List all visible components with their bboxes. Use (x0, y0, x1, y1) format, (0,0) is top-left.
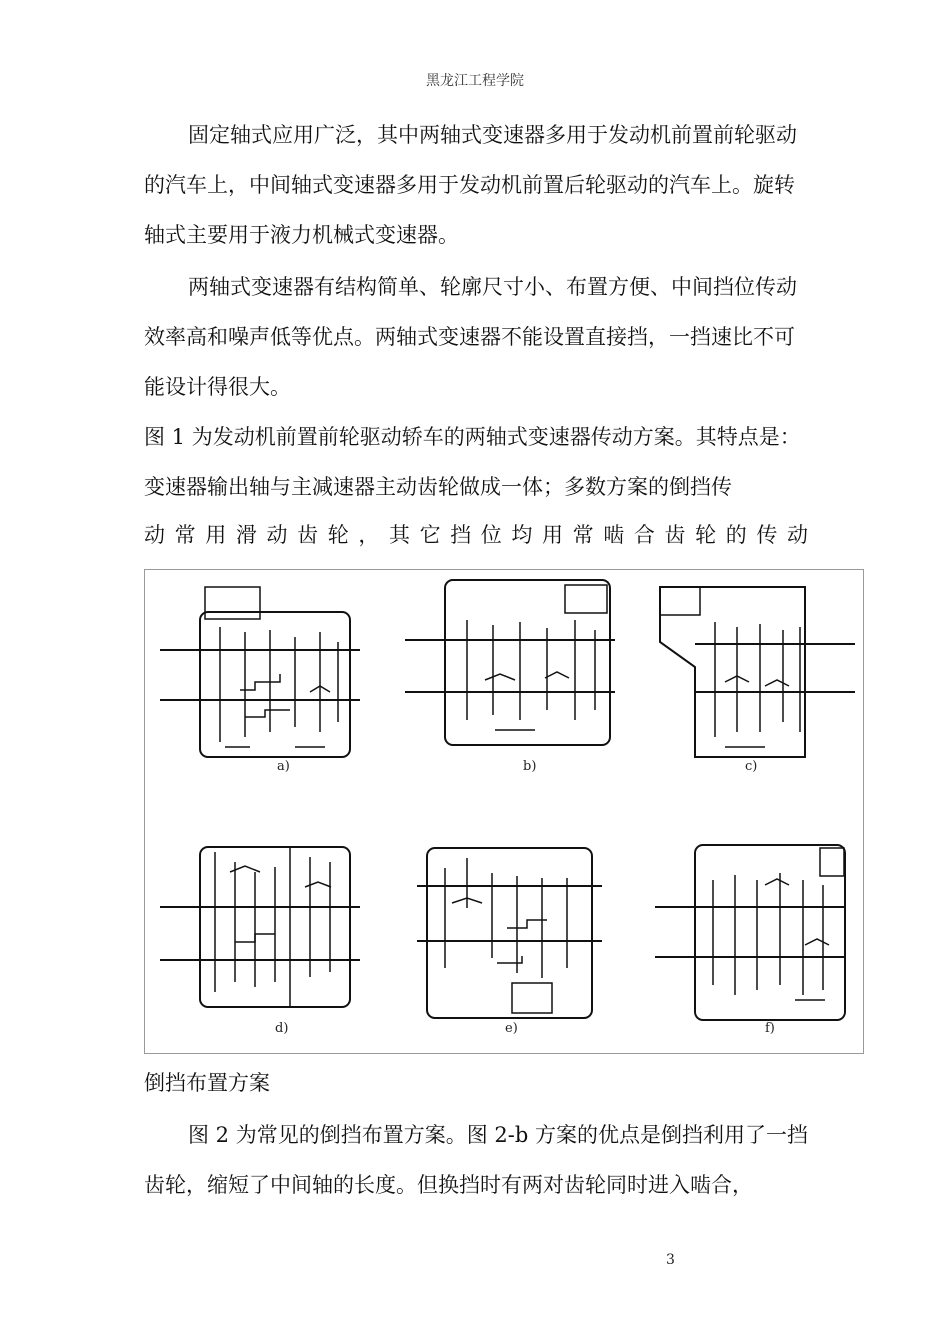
paragraph-4: 图 2 为常见的倒挡布置方案。图 2-b 方案的优点是倒挡利用了一挡齿轮，缩短了中间轴的长度。但换挡时有两对齿轮同时进入啮合， (144, 1123, 808, 1197)
panel-label-f: f) (765, 1021, 775, 1036)
panel-label-b: b) (523, 759, 537, 774)
paragraph-3: 图 1 为发动机前置前轮驱动轿车的两轴式变速器传动方案。其特点是：变速器输出轴与主减速器主动齿轮做成一体；多数方案的倒挡传 (144, 425, 801, 499)
paragraph-3-last-line: 动常用滑动齿轮，其它挡位均用常啮合齿轮的传动 (144, 523, 808, 547)
panel-label-d: d) (275, 1021, 289, 1036)
figure-caption: 倒挡布置方案 (144, 1071, 270, 1095)
paragraph-1: 固定轴式应用广泛，其中两轴式变速器多用于发动机前置前轮驱动的汽车上，中间轴式变速器多用于发动机前置后轮驱动的汽车上。旋转轴式主要用于液力机械式变速器。 (144, 123, 797, 247)
scheme-c (660, 587, 855, 757)
gearbox-schemes-drawing (145, 570, 863, 1053)
paragraph-2: 两轴式变速器有结构简单、轮廓尺寸小、布置方便、中间挡位传动效率高和噪声低等优点。两轴式变速器不能设置直接挡，一挡速比不可能设计得很大。 (144, 275, 797, 399)
page-header: 黑龙江工程学院 (426, 73, 524, 89)
scheme-d (160, 847, 360, 1007)
scheme-b (405, 580, 615, 745)
page-number: 3 (666, 1252, 675, 1268)
scheme-a (160, 587, 360, 757)
panel-label-a: a) (277, 759, 290, 774)
panel-label-c: c) (745, 759, 758, 774)
panel-label-e: e) (505, 1021, 518, 1036)
scheme-e (417, 848, 602, 1018)
gearbox-schemes-figure (144, 569, 864, 1054)
scheme-f (655, 845, 845, 1020)
